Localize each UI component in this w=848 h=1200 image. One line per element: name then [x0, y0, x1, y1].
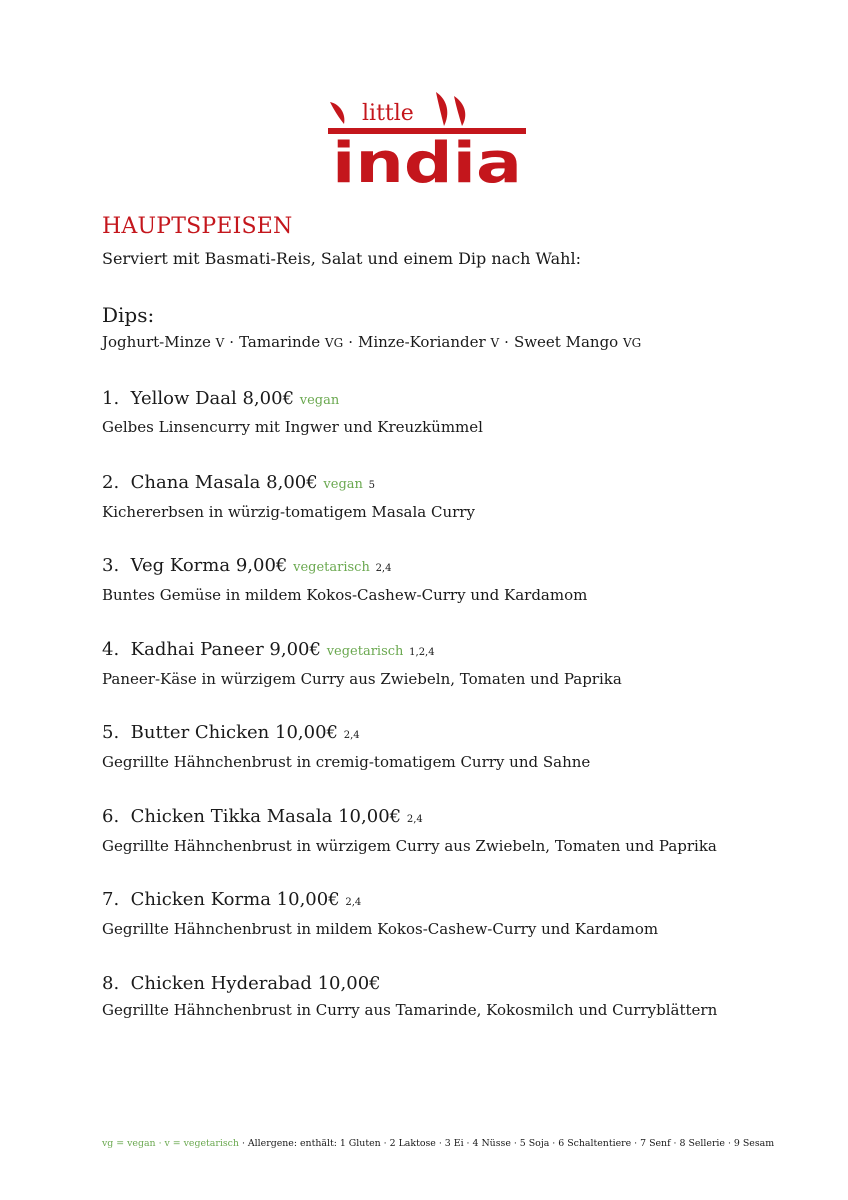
menu-item-number: 2.: [102, 471, 120, 493]
logo-right-accent-2: [454, 96, 465, 126]
menu-item-allergens: 2,4: [345, 897, 362, 908]
diet-legend: vg = vegan · v = vegetarisch: [102, 1138, 239, 1149]
menu-item-allergens: 1,2,4: [409, 646, 435, 658]
menu-item-description: Gegrillte Hähnchenbrust in mildem Kokos-Cashew-Curry und Kardamom: [102, 920, 659, 938]
menu-item-number: 3.: [102, 555, 120, 576]
menu-item-diet: vegan: [323, 476, 363, 492]
menu-item-allergens: 2,4: [375, 563, 392, 574]
dip-diet-tag: V: [215, 336, 225, 350]
logo-left-accent: [330, 102, 344, 124]
dip-name: Tamarinde: [239, 333, 321, 351]
menu-item-price: 8,00€: [242, 388, 295, 409]
menu-item-name: Chicken Korma: [130, 889, 271, 910]
menu-item-diet: vegetarisch: [326, 643, 404, 659]
section-subtitle: Serviert mit Basmati-Reis, Salat und einem Dip nach Wahl:: [102, 249, 581, 268]
dips-list: [102, 333, 641, 351]
menu-item-number: 4.: [102, 638, 120, 660]
menu-item-allergens: 5: [368, 479, 375, 491]
menu-item-name: Veg Korma: [130, 555, 231, 576]
menu-item-name: Chicken Hyderabad: [130, 972, 312, 994]
logo-right-accent-1: [436, 92, 447, 126]
menu-item-name: Chana Masala: [130, 471, 261, 493]
menu-item: [102, 470, 782, 554]
menu-item-description: Gegrillte Hähnchenbrust in würzigem Curry aus Zwiebeln, Tomaten und Paprika: [102, 836, 717, 855]
dip-name: Minze-Koriander: [357, 333, 486, 351]
menu-item: [102, 887, 782, 971]
menu-item-price: 10,00€: [275, 722, 338, 743]
menu-item-description: Gelbes Linsencurry mit Ingwer und Kreuzkümmel: [102, 418, 483, 436]
menu-item-number: 6.: [102, 805, 120, 827]
menu-item-price: 10,00€: [276, 889, 340, 910]
menu-item-description: Gegrillte Hähnchenbrust in Curry aus Tamarinde, Kokosmilch und Curryblättern: [102, 1000, 718, 1019]
logo-graphic: [326, 88, 530, 188]
dip-diet-tag: VG: [622, 336, 642, 350]
dip-separator: ·: [229, 333, 235, 351]
menu-item: [102, 553, 782, 637]
menu-item-number: 5.: [102, 722, 120, 743]
menu-item-title: [102, 720, 782, 749]
menu-list: [102, 386, 782, 1054]
menu-item-number: 8.: [102, 972, 120, 994]
menu-item-allergens: 2,4: [406, 813, 423, 825]
menu-item-title: [102, 887, 782, 916]
menu-item: [102, 720, 782, 804]
menu-item-price: 9,00€: [269, 638, 321, 660]
menu-item-title: [102, 470, 782, 499]
menu-item-allergens: 2,4: [343, 730, 360, 741]
dip-diet-tag: V: [490, 336, 500, 350]
menu-item-name: Chicken Tikka Masala: [130, 805, 333, 827]
section-title: HAUPTSPEISEN: [102, 214, 293, 239]
dip-diet-tag: VG: [324, 336, 344, 350]
menu-item-price: 9,00€: [235, 555, 288, 576]
menu-item-title: [102, 637, 782, 666]
menu-item: [102, 804, 782, 888]
menu-item-price: 10,00€: [317, 972, 381, 994]
footer-legend: [102, 1138, 774, 1149]
menu-item-name: Yellow Daal: [130, 388, 237, 409]
menu-item-title: [102, 971, 782, 997]
dip-separator: ·: [504, 333, 509, 351]
menu-item-description: Paneer-Käse in würzigem Curry aus Zwiebeln, Tomaten und Paprika: [102, 669, 622, 688]
menu-item-price: 10,00€: [338, 805, 402, 827]
restaurant-logo: [326, 88, 530, 188]
menu-item-title: [102, 386, 782, 414]
menu-item-description: Gegrillte Hähnchenbrust in cremig-tomatigem Curry und Sahne: [102, 753, 591, 771]
menu-item-diet: vegetarisch: [293, 560, 370, 575]
menu-item-title: [102, 553, 782, 582]
menu-item-number: 7.: [102, 889, 120, 910]
menu-item-description: Buntes Gemüse in mildem Kokos-Cashew-Curry und Kardamom: [102, 586, 588, 604]
menu-item-name: Kadhai Paneer: [130, 638, 264, 660]
logo-word-big: india: [332, 131, 522, 188]
menu-item-description: Kichererbsen in würzig-tomatigem Masala Curry: [102, 502, 475, 521]
dip-separator: ·: [348, 333, 353, 351]
dips-title: Dips:: [102, 303, 155, 327]
menu-item-price: 8,00€: [266, 471, 318, 493]
menu-item-diet: vegan: [299, 393, 340, 408]
menu-item: [102, 386, 782, 470]
allergen-legend: · Allergene: enthält: 1 Gluten · 2 Laktose · 3 Ei · 4 Nüsse · 5 Soja · 6 Schaltentiere · 7 Senf · 8 Sellerie · 9 Sesam: [238, 1138, 775, 1149]
dip-name: Joghurt-Minze: [102, 333, 211, 351]
menu-item: [102, 971, 782, 1055]
logo-word-small: little: [362, 101, 414, 126]
menu-item: [102, 637, 782, 721]
menu-item-number: 1.: [102, 388, 120, 409]
dip-name: Sweet Mango: [513, 333, 619, 351]
menu-item-name: Butter Chicken: [130, 722, 270, 743]
menu-item-title: [102, 804, 782, 833]
